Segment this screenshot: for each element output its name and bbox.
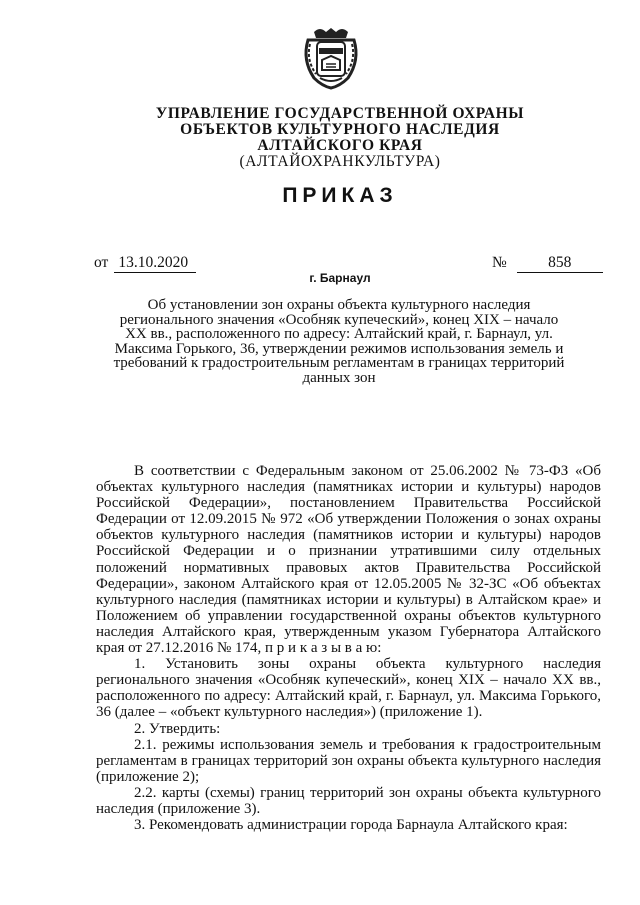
item-2-2-paragraph: 2.2. карты (схемы) границ территорий зон охраны объекта культурного наследия (приложение 3). — [96, 784, 601, 817]
organization-name — [0, 106, 640, 170]
org-line-1: УПРАВЛЕНИЕ ГОСУДАРСТВЕННОЙ ОХРАНЫ — [155, 105, 525, 122]
number-prefix: № — [492, 254, 507, 271]
preamble-paragraph: В соответствии с Федеральным законом от 25.06.2002 № 73-ФЗ «Об объектах культурного наследия (памятниках истории и культуры) народов Российской Федерации», постановлением Правительства Российской Федерации от 12.09.2015 № 972 «Об утверждении Положения о зонах охраны объектов культурного наследия (памятников истории и культуры) народов Российской Федерации и о признании утратившими силу отдельных положений нормативных правовых актов Правительства Российской Федерации», законом Алтайского края от 12.05.2005 № 32-ЗС «Об объектах культурного наследия (памятниках истории и культуры) в Алтайском крае» и Положением об управлении государственной охраны объектов культурного наследия Алтайского края, утвержденным указом Губернатора Алтайского края от 27.12.2016 № 174, п р и к а з ы в а ю: — [96, 463, 601, 657]
org-short-name: (АЛТАЙОХРАНКУЛЬТУРА) — [239, 153, 441, 170]
item-2-1-paragraph: 2.1. режимы использования земель и требования к градостроительным регламентам в границах территорий зон охраны объекта культурного наследия (приложение 2); — [96, 736, 601, 785]
order-subject: Об установлении зон охраны объекта культурного наследия регионального значения «Особняк купеческий», конец XIX – начало XX вв., расположенного по адресу: Алтайский край, г. Барнаул, ул. Максима Горького, 36, утверждении режимов использования земель и требований к градостроительным регламентам в границах территорий данных зон — [113, 297, 565, 386]
org-line-3: АЛТАЙСКОГО КРАЯ — [257, 137, 423, 154]
item-2-paragraph: 2. Утвердить: — [134, 720, 221, 737]
date-value: 13.10.2020 — [114, 254, 196, 273]
city: г. Барнаул — [309, 271, 371, 285]
coat-of-arms-emblem — [300, 26, 362, 90]
order-body — [96, 463, 601, 833]
date-prefix: от — [94, 254, 109, 271]
number-value: 858 — [517, 254, 603, 273]
org-line-2: ОБЪЕКТОВ КУЛЬТУРНОГО НАСЛЕДИЯ — [180, 121, 500, 138]
document-type-title: ПРИКАЗ — [282, 184, 398, 207]
item-3-paragraph: 3. Рекомендовать администрации города Барнаула Алтайского края: — [134, 817, 568, 834]
item-1-paragraph: 1. Установить зоны охраны объекта культурного наследия регионального значения «Особняк купеческий», конец XIX – начало XX вв., расположенного по адресу: Алтайский край, г. Барнаул, ул. Максима Горького, 36 (далее – «объект культурного наследия») (приложение 1). — [96, 656, 601, 721]
